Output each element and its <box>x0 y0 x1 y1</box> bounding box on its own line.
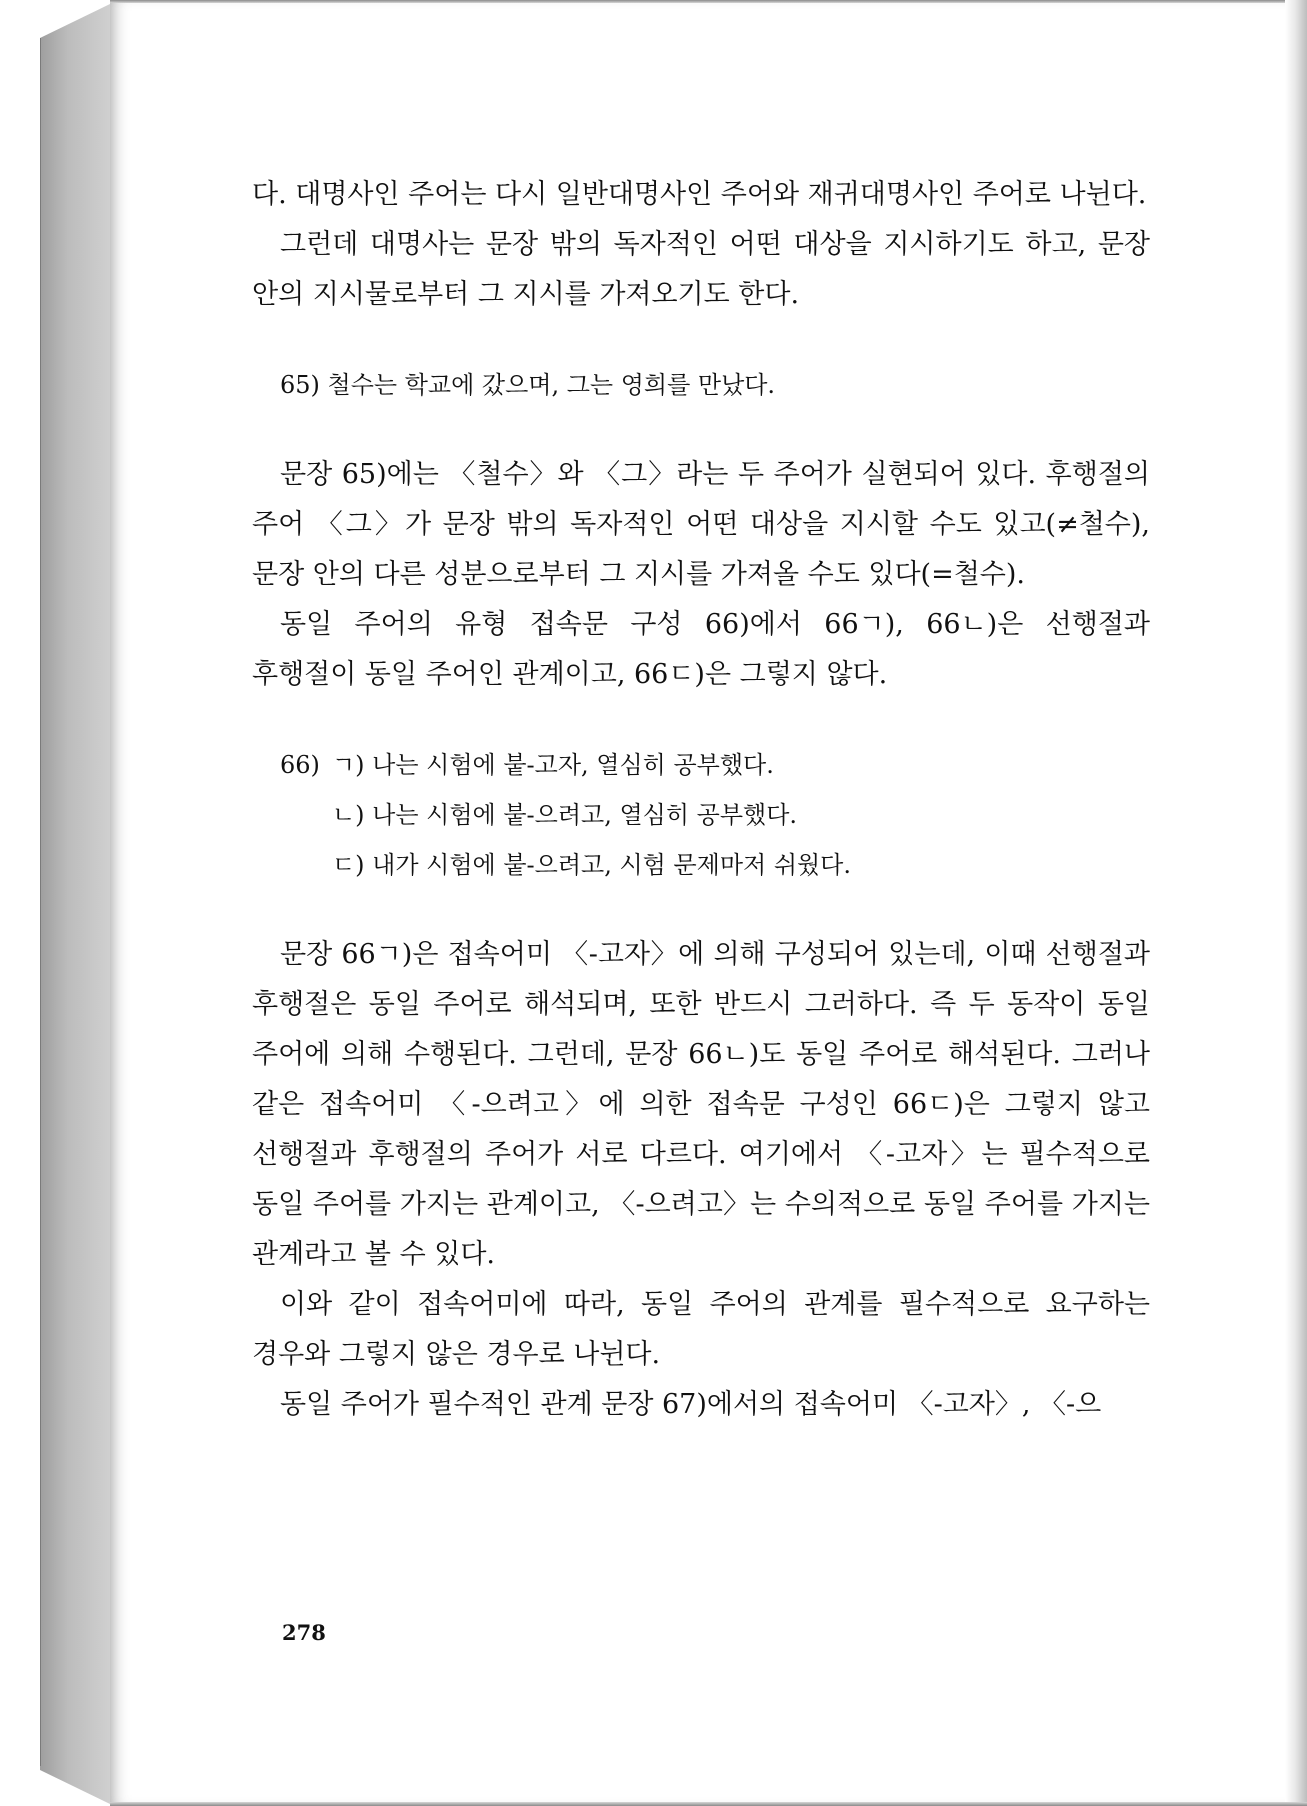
book-edge <box>40 4 110 1804</box>
paragraph-pronoun-reference: 그런데 대명사는 문장 밖의 독자적인 어떤 대상을 지시하기도 하고, 문장 안의 지시물로부터 그 지시를 가져오기도 한다. <box>252 229 1150 310</box>
paragraph-mandatory-same-subject: 동일 주어가 필수적인 관계 문장 67)에서의 접속어미 〈-고자〉, 〈-으 <box>280 1389 1102 1420</box>
paragraph-same-subject-type: 동일 주어의 유형 접속문 구성 66)에서 66ㄱ), 66ㄴ)은 선행절과 후행절이 동일 주어인 관계이고, 66ㄷ)은 그렇지 않다. <box>252 609 1150 690</box>
example-66-a-text: ㄱ) 나는 시험에 붙-고자, 열심히 공부했다. <box>332 751 774 779</box>
example-66-b: ㄴ) 나는 시험에 붙-으려고, 열심히 공부했다. <box>332 801 798 829</box>
paragraph-example-65-analysis: 문장 65)에는 〈철수〉와 〈그〉라는 두 주어가 실현되어 있다. 후행절의 주어 〈그〉가 문장 밖의 독자적인 어떤 대상을 지시할 수도 있고(≠철수), 문장 안의 다른 성분으로부터 그 지시를 가져올 수도 있다(=철수). <box>252 459 1150 590</box>
spacer <box>252 890 1150 930</box>
spacer <box>252 320 1150 360</box>
spacer <box>252 700 1150 740</box>
example-66-number: 66) <box>280 751 320 779</box>
paragraph-connective-ending-summary: 이와 같이 접속어미에 따라, 동일 주어의 관계를 필수적으로 요구하는 경우와 그렇지 않은 경우로 나뉜다. <box>252 1289 1150 1370</box>
page-body <box>252 170 1150 1430</box>
book-edge-line <box>40 38 41 1766</box>
page-right-edge <box>1285 0 1307 1806</box>
paragraph-example-66-analysis: 문장 66ㄱ)은 접속어미 〈-고자〉에 의해 구성되어 있는데, 이때 선행절과 후행절은 동일 주어로 해석되며, 또한 반드시 그러하다. 즉 두 동작이 동일 주어에 의해 수행된다. 그런데, 문장 66ㄴ)도 동일 주어로 해석된다. 그러나 같은 접속어미 〈-으려고〉에 의한 접속문 구성인 66ㄷ)은 그렇지 않고 선행절과 후행절의 주어가 서로 다르다. 여기에서 〈-고자〉는 필수적으로 동일 주어를 가지는 관계이고, 〈-으려고〉는 수의적으로 동일 주어를 가지는 관계라고 볼 수 있다. <box>252 939 1150 1270</box>
example-65: 65) 철수는 학교에 갔으며, 그는 영희를 만났다. <box>280 371 776 399</box>
paragraph-continued: 다. 대명사인 주어는 다시 일반대명사인 주어와 재귀대명사인 주어로 나뉜다. <box>252 179 1147 210</box>
page-bottom-edge <box>110 1802 1307 1806</box>
example-66-c: ㄷ) 내가 시험에 붙-으려고, 시험 문제마저 쉬웠다. <box>332 851 851 879</box>
page-number: 278 <box>282 1620 326 1645</box>
example-66-a <box>252 740 1150 790</box>
spacer <box>252 410 1150 450</box>
